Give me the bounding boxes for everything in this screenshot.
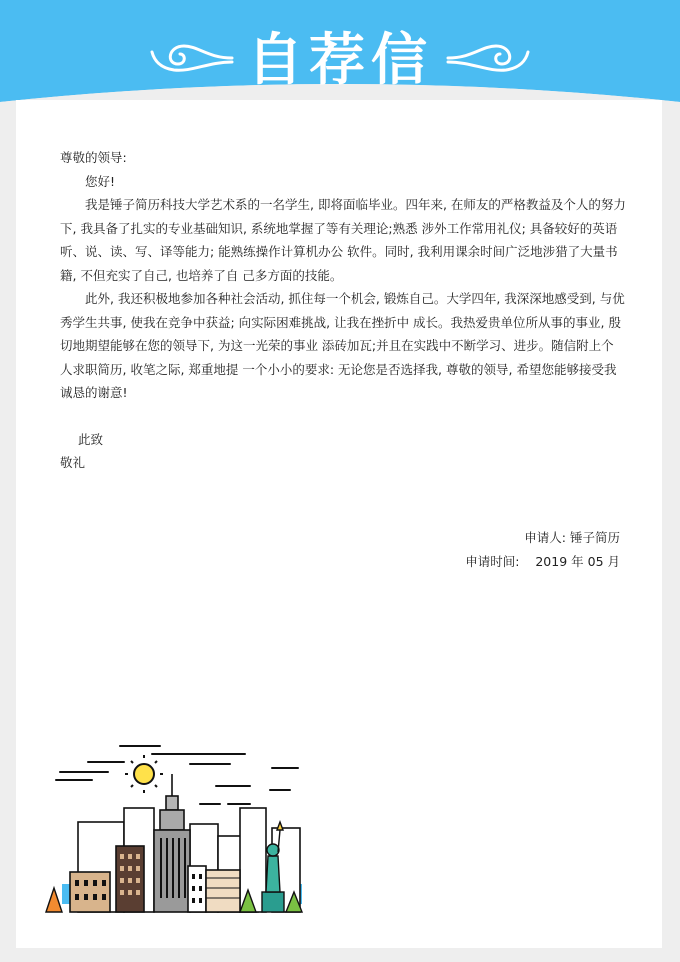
applicant-name: 锤子简历 (569, 530, 620, 545)
applicant-label: 申请人: (524, 530, 566, 545)
signature-block (465, 526, 620, 574)
letter-body (60, 146, 626, 475)
closing-jing-li: 敬礼 (60, 455, 86, 470)
date-value: 2019 年 05 月 (535, 554, 620, 569)
closing-ci-zhi: 此致 (78, 431, 104, 447)
city-skyline-illustration (40, 738, 310, 918)
paragraph-1: 我是锤子简历科技大学艺术系的一名学生, 即将面临毕业。四年来, 在师友的严格教益及个人的努力下, 我具备了扎实的专业基础知识, 系统地掌握了等有关理论;熟悉 涉外工作常用礼仪; 具备较好的英语听、说、读、写、译等能力; 能熟练操作计算机办公 软件。同时, 我利用课余时间广泛地涉猎了大量书籍, 不但充实了自己, 也培养了自 己多方面的技能。 (60, 197, 626, 283)
date-row (465, 550, 620, 574)
paragraph-2: 此外, 我还积极地参加各种社会活动, 抓住每一个机会, 锻炼自己。大学四年, 我深深地感受到, 与优秀学生共事, 使我在竞争中获益; 向实际困难挑战, 让我在挫折中 成长。我热爱贵单位所从事的事业, 殷切地期望能够在您的领导下, 为这一光荣的事业 添砖加瓦;并且在实践中不断学习、进步。随信附上个人求职简历, 收笔之际, 郑重地提 一个小小的要求: 无论您是否选择我, 尊敬的领导, 希望您能够接受我诚恳的谢意! (60, 291, 625, 400)
page-title: 自荐信 (247, 28, 433, 93)
salutation: 尊敬的领导: (60, 150, 127, 165)
greeting: 您好! (85, 173, 116, 189)
applicant-row (465, 526, 620, 550)
date-label: 申请时间: (465, 554, 520, 569)
